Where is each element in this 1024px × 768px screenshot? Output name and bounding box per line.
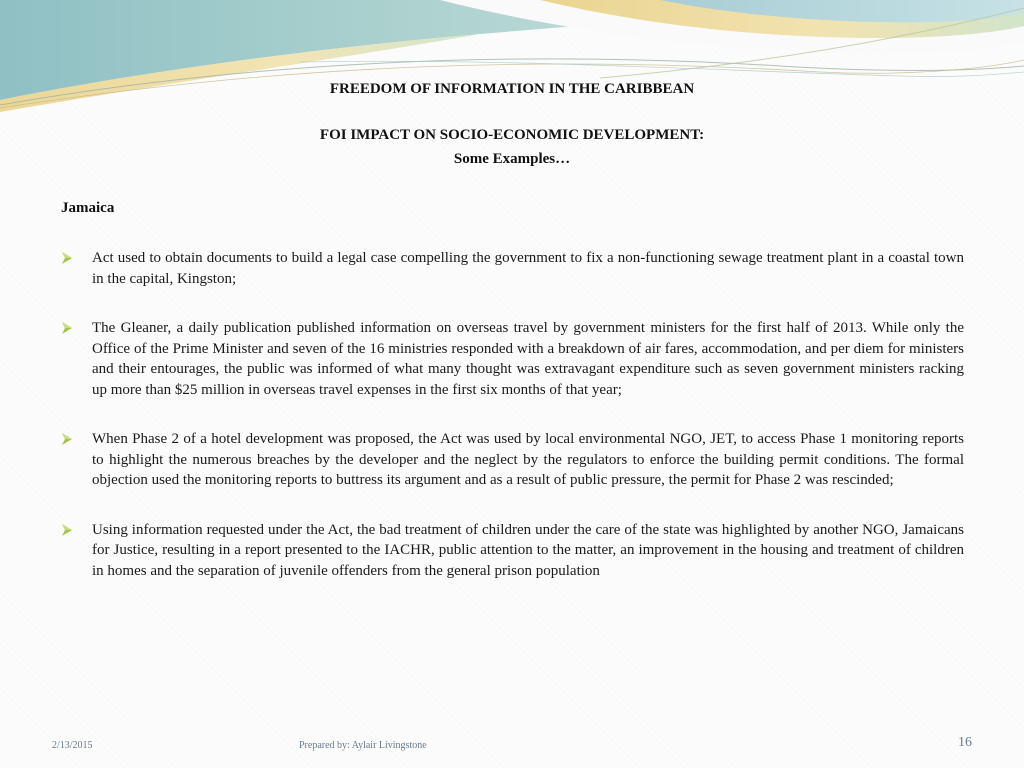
arrowhead-bullet-icon — [62, 252, 72, 264]
section-heading-jamaica: Jamaica — [61, 200, 115, 216]
bullet-text: When Phase 2 of a hotel development was proposed, the Act was used by local environmental NGO, JET, to access Phase 1 monitoring reports to highlight the numerous breaches by the developer and the neglect by the regulators to enforce the building permit conditions. The formal objection used the monitoring reports to buttress its argument and as a result of public pressure, the permit for Phase 2 was rescinded; — [92, 431, 964, 488]
bullet-text: The Gleaner, a daily publication published information on overseas travel by government ministers for the first half of 2013. While only the Office of the Prime Minister and seven of the 16 ministries responded with a breakdown of air fares, accommodation, and per diem for ministers and their entourages, the public was informed of what many thought was extravagant expenditure such as seven government ministers racking up more than $25 million in overseas travel expenses in the first six months of that year; — [92, 320, 964, 398]
bullet-item — [60, 429, 964, 491]
slide-subtitle-examples: Some Examples… — [453, 151, 571, 167]
bullet-text: Act used to obtain documents to build a legal case compelling the government to fix a non-functioning sewage treatment plant in a coastal town in the capital, Kingston; — [92, 250, 964, 287]
arrowhead-bullet-icon — [62, 524, 72, 536]
bullet-item — [60, 248, 964, 289]
header-wave-decoration — [0, 0, 1024, 130]
bullet-list — [60, 248, 964, 610]
bullet-text: Using information requested under the Act, the bad treatment of children under the care of the state was highlighted by another NGO, Jamaicans for Justice, resulting in a report presented to the IACHR, public attention to the matter, an improvement in the housing and treatment of children in homes and the separation of juvenile offenders from the general prison population — [92, 521, 964, 579]
footer-prepared-by: Prepared by: Aylair Livingstone — [299, 740, 427, 751]
arrowhead-bullet-icon — [62, 322, 72, 334]
bullet-item — [60, 520, 964, 582]
slide-title: FREEDOM OF INFORMATION IN THE CARIBBEAN — [329, 81, 695, 97]
bullet-item — [60, 318, 964, 400]
arrowhead-bullet-icon — [62, 433, 72, 445]
slide-subtitle: FOI IMPACT ON SOCIO-ECONOMIC DEVELOPMENT: — [319, 127, 705, 143]
footer-date: 2/13/2015 — [52, 740, 93, 751]
page-number: 16 — [958, 735, 972, 750]
